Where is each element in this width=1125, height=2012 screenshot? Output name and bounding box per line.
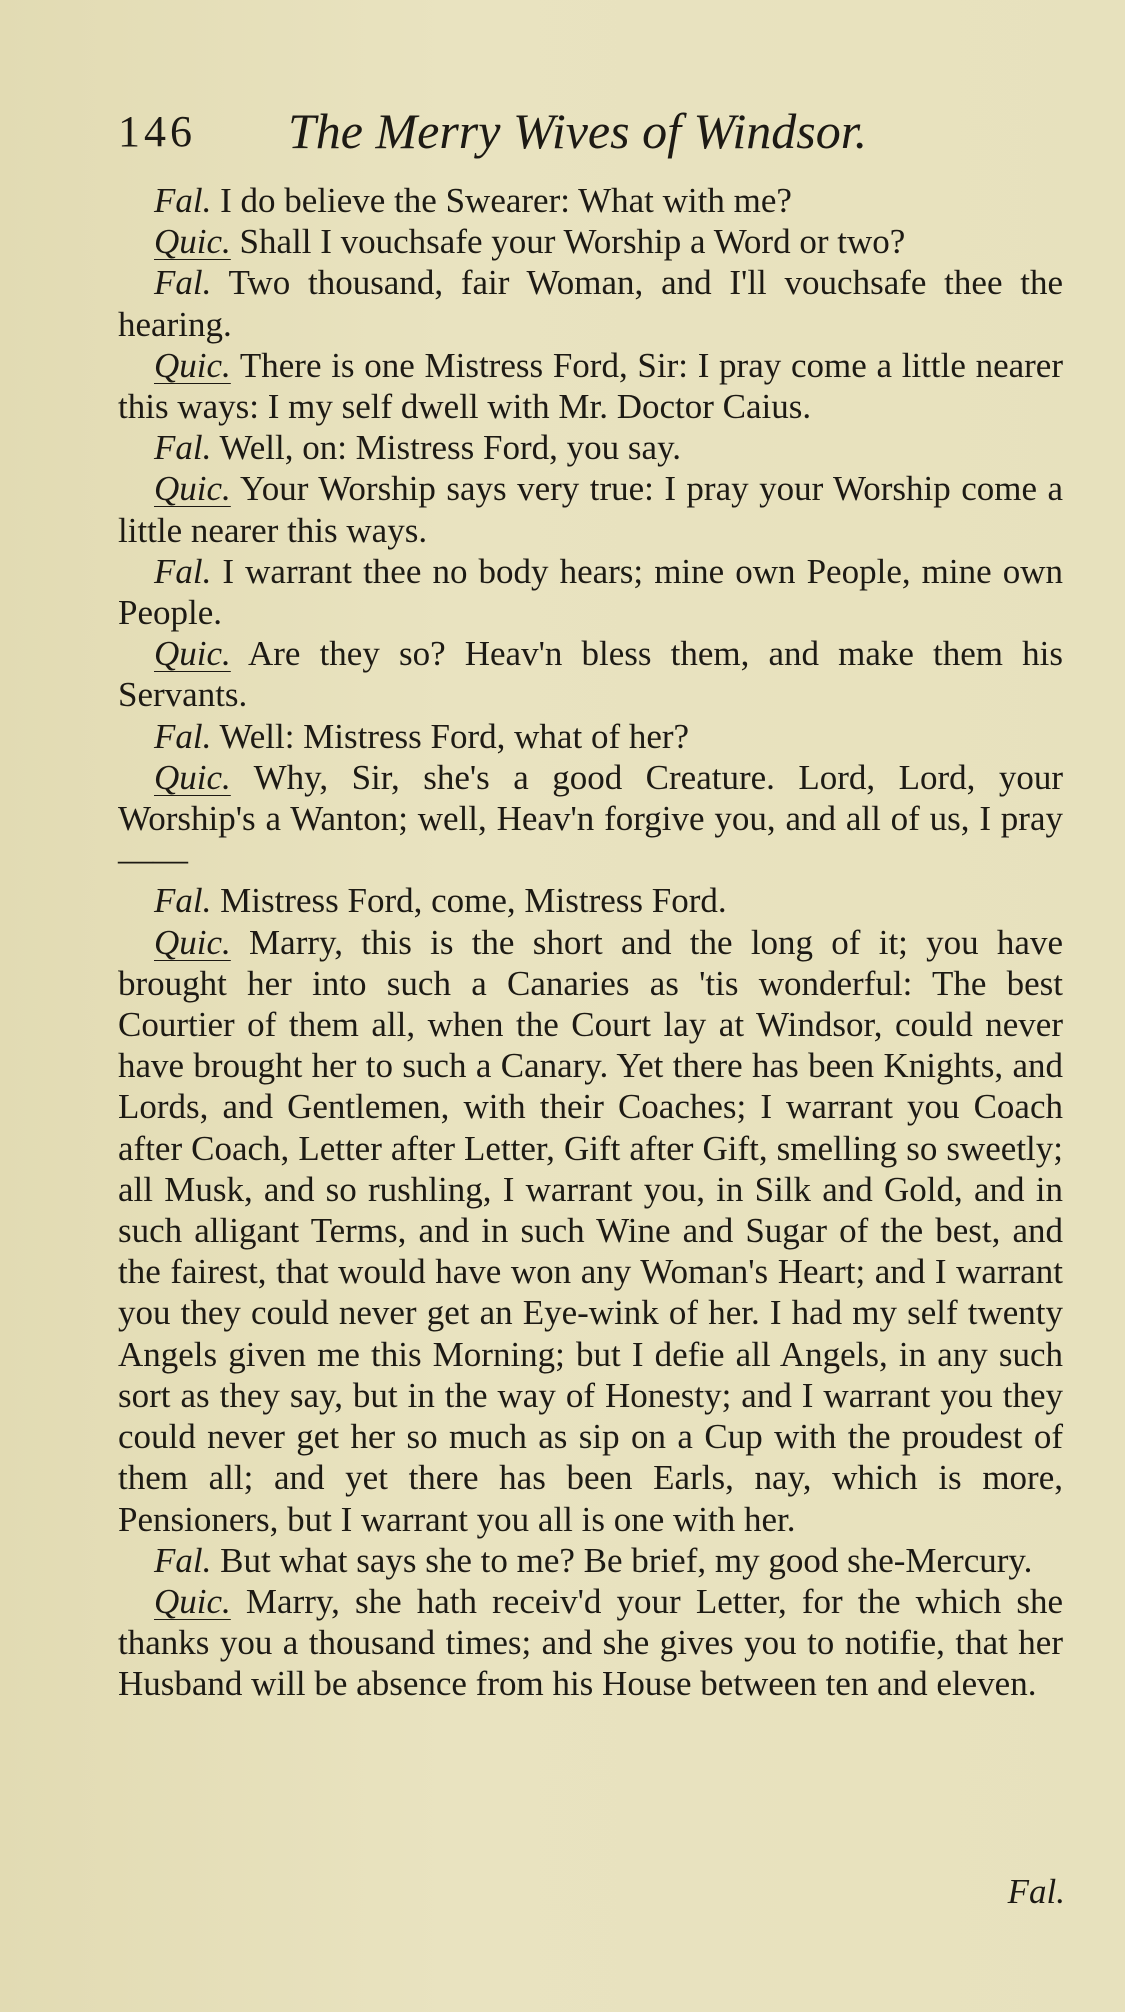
speech — [118, 468, 1063, 550]
speech-text: Shall I vouchsafe your Worship a Word or two? — [230, 222, 906, 262]
speech — [118, 1540, 1063, 1581]
speech-text: Mistress Ford, come, Mistress Ford. — [211, 881, 727, 921]
speech-text: Why, Sir, she's a good Creature. Lord, Lord, your Worship's a Wanton; well, Heav'n forgive you, and all of us, I pray—— — [118, 757, 1063, 880]
speaker-label: Fal. — [154, 881, 212, 921]
speech-text: There is one Mistress Ford, Sir: I pray come a little nearer this ways: I my self dwell with Mr. Doctor Caius. — [118, 345, 1063, 427]
speech-text: Your Worship says very true: I pray your Worship come a little nearer this ways. — [118, 469, 1063, 550]
speech — [118, 180, 1063, 221]
speaker-label: Fal. — [154, 263, 212, 303]
speaker-label: Quic. — [154, 922, 231, 962]
speaker-label: Fal. — [154, 1540, 212, 1580]
speaker-label: Quic. — [154, 469, 231, 509]
speech-text: Are they so? Heav'n bless them, and make them his Servants. — [118, 634, 1063, 715]
page-header — [118, 102, 948, 162]
speaker-label: Quic. — [154, 757, 231, 797]
speech-text: Two thousand, fair Woman, and I'll vouchsafe thee the hearing. — [118, 263, 1063, 344]
speech — [118, 345, 1063, 427]
speech — [118, 880, 1063, 921]
speech-text: Marry, this is the short and the long of it; you have brought her into such a Canaries as 'tis wonderful: The best Courtier of them all, when the Court lay at Windsor, could never have brought her to such a Canary. Yet there has been Knights, and Lords, and Gentlemen, with their Coaches; I warrant you Coach after Coach, Letter after Letter, Gift after Gift, smelling so sweetly; all Musk, and so rushling, I warrant you, in Silk and Gold, and in such alligant Terms, and in such Wine and Sugar of the best, and the fairest, that would have won any Woman's Heart; and I warrant you they could never get an Eye-wink of her. I had my self twenty Angels given me this Morning; but I defie all Angels, in any such sort as they say, but in the way of Honesty; and I warrant you they could never get her so much as sip on a Cup with the proudest of them all; and yet there has been Earls, nay, which is more, Pensioners, but I warrant you all is one with her. — [118, 922, 1063, 1539]
speech — [118, 551, 1063, 633]
speech — [118, 221, 1063, 262]
running-title: The Merry Wives of Windsor. — [288, 103, 868, 159]
speech-text: Well, on: Mistress Ford, you say. — [211, 428, 682, 468]
speaker-label: Quic. — [154, 222, 231, 262]
speech-text: Marry, she hath receiv'd your Letter, for the which she thanks you a thousand times; and she gives you to notifie, that her Husband will be absence from his House between ten and eleven. — [118, 1581, 1063, 1704]
speech — [118, 633, 1063, 715]
speech — [118, 1581, 1063, 1705]
speaker-label: Quic. — [154, 1581, 231, 1621]
speech — [118, 427, 1063, 468]
speech-text: I do believe the Swearer: What with me? — [211, 181, 792, 220]
speech-text: I warrant thee no body hears; mine own People, mine own People. — [118, 551, 1063, 633]
speaker-label: Fal. — [154, 428, 212, 468]
speaker-label: Fal. — [154, 716, 212, 756]
speech-text: Well: Mistress Ford, what of her? — [211, 716, 690, 756]
speaker-label: Quic. — [154, 345, 231, 385]
speaker-label: Fal. — [154, 181, 212, 220]
play-text — [118, 180, 1063, 1705]
speech — [118, 262, 1063, 344]
catchword: Fal. — [1007, 1872, 1065, 1911]
page-number: 146 — [118, 107, 196, 156]
speech — [118, 716, 1063, 757]
speaker-label: Quic. — [154, 634, 231, 674]
speaker-label: Fal. — [154, 551, 212, 591]
speech — [118, 922, 1063, 1540]
speech — [118, 757, 1063, 881]
speech-text: But what says she to me? Be brief, my good she-Mercury. — [211, 1540, 1033, 1580]
